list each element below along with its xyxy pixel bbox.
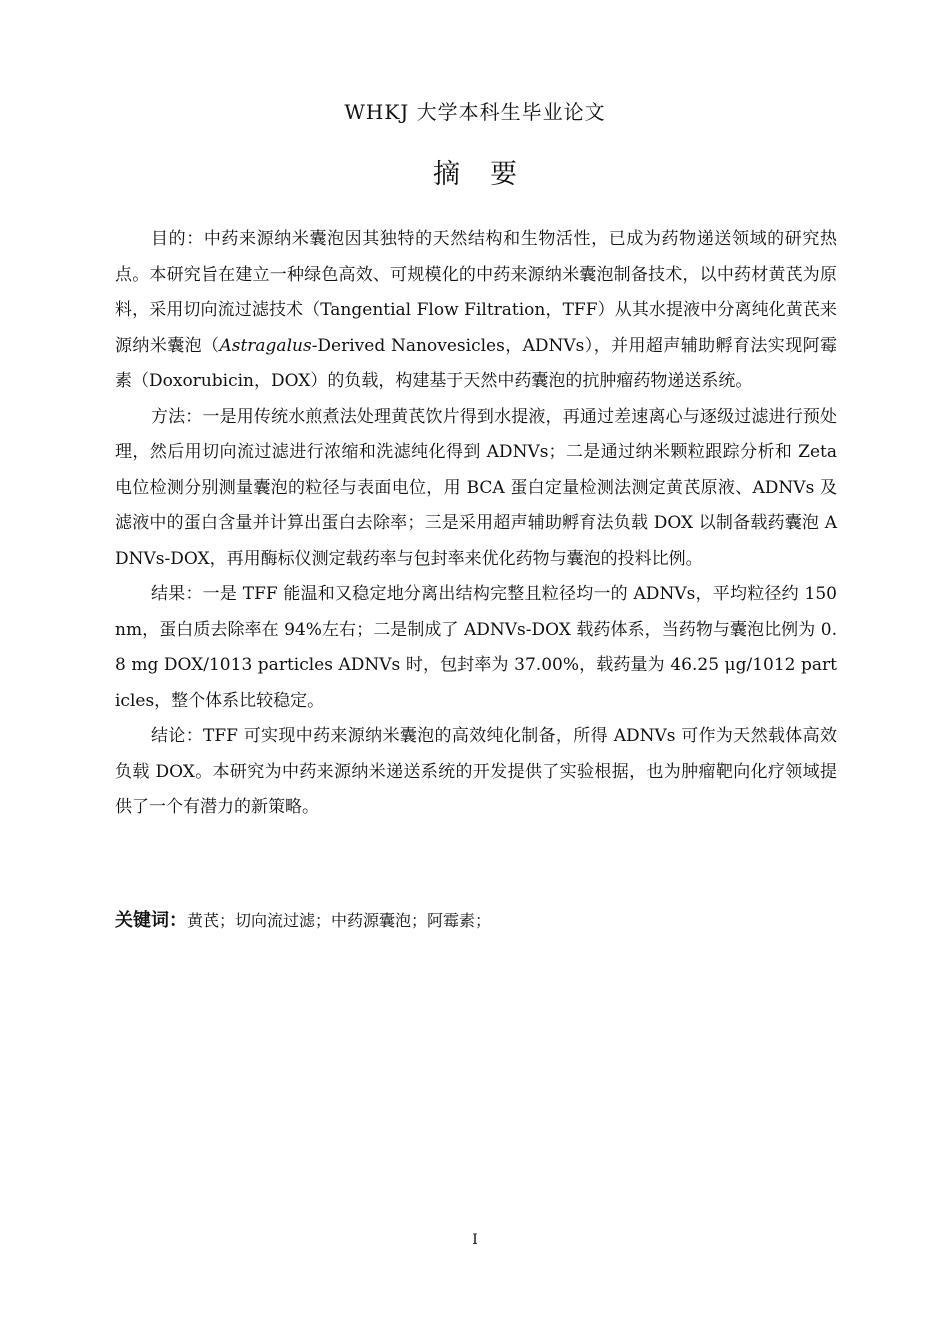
conclusion-paragraph: 结论：TFF 可实现中药来源纳米囊泡的高效纯化制备，所得 ADNVs 可作为天然载体高效负载 DOX。本研究为中药来源纳米递送系统的开发提供了实验根据，也为肿瘤靶向化疗领域提供了一个有潜力的新策略。 [115, 726, 837, 817]
page-number: I [472, 1232, 478, 1248]
keywords-label: 关键词： [115, 910, 187, 931]
purpose-italic-term: Astragalus [219, 335, 312, 356]
purpose-text-part1: 目的：中药来源纳米囊泡因其独特的天然结构和生物活性，已成为药物递送领域的研究热点。本研究旨在建立一种绿色高效、可规模化的中药来源纳米囊泡制备技术，以中药材黄芪为原料，采用切向流过滤技术（Tangential Flow Filtration，TFF）从其水提液中分离纯化黄芪来源纳米囊泡（ [115, 229, 837, 356]
abstract-body [115, 222, 837, 826]
purpose-paragraph [115, 222, 837, 400]
keywords-text: 黄芪；切向流过滤；中药源囊泡；阿霉素； [187, 911, 492, 930]
abstract-title: 摘要 [433, 159, 547, 190]
purpose-text-part2: -Derived Nanovesicles，ADNVs），并用超声辅助孵育法实现阿霉素（Doxorubicin，DOX）的负载，构建基于天然中药囊泡的抗肿瘤药物递送系统。 [115, 335, 838, 391]
results-paragraph: 结果：一是 TFF 能温和又稳定地分离出结构完整且粒径均一的 ADNVs，平均粒径约 150 nm，蛋白质去除率在 94%左右；二是制成了 ADNVs-DOX 载药体系，当药物与囊泡比例为 0.8 mg DOX/1013 particles ADNVs 时，包封率为 37.00%，载药量为 46.25 μg/1012 particles，整个体系比较稳定。 [115, 584, 837, 711]
thesis-header: WHKJ 大学本科生毕业论文 [344, 100, 606, 124]
methods-paragraph: 方法：一是用传统水煎煮法处理黄芪饮片得到水提液，再通过差速离心与逐级过滤进行预处理，然后用切向流过滤进行浓缩和洗滤纯化得到 ADNVs；二是通过纳米颗粒跟踪分析和 Zeta 电位检测分别测量囊泡的粒径与表面电位，用 BCA 蛋白定量检测法测定黄芪原液、ADNVs 及滤液中的蛋白含量并计算出蛋白去除率；三是采用超声辅助孵育法负载 DOX 以制备载药囊泡 ADNVs-DOX，再用酶标仪测定载药率与包封率来优化药物与囊泡的投料比例。 [115, 406, 837, 569]
keywords-line [115, 906, 837, 936]
